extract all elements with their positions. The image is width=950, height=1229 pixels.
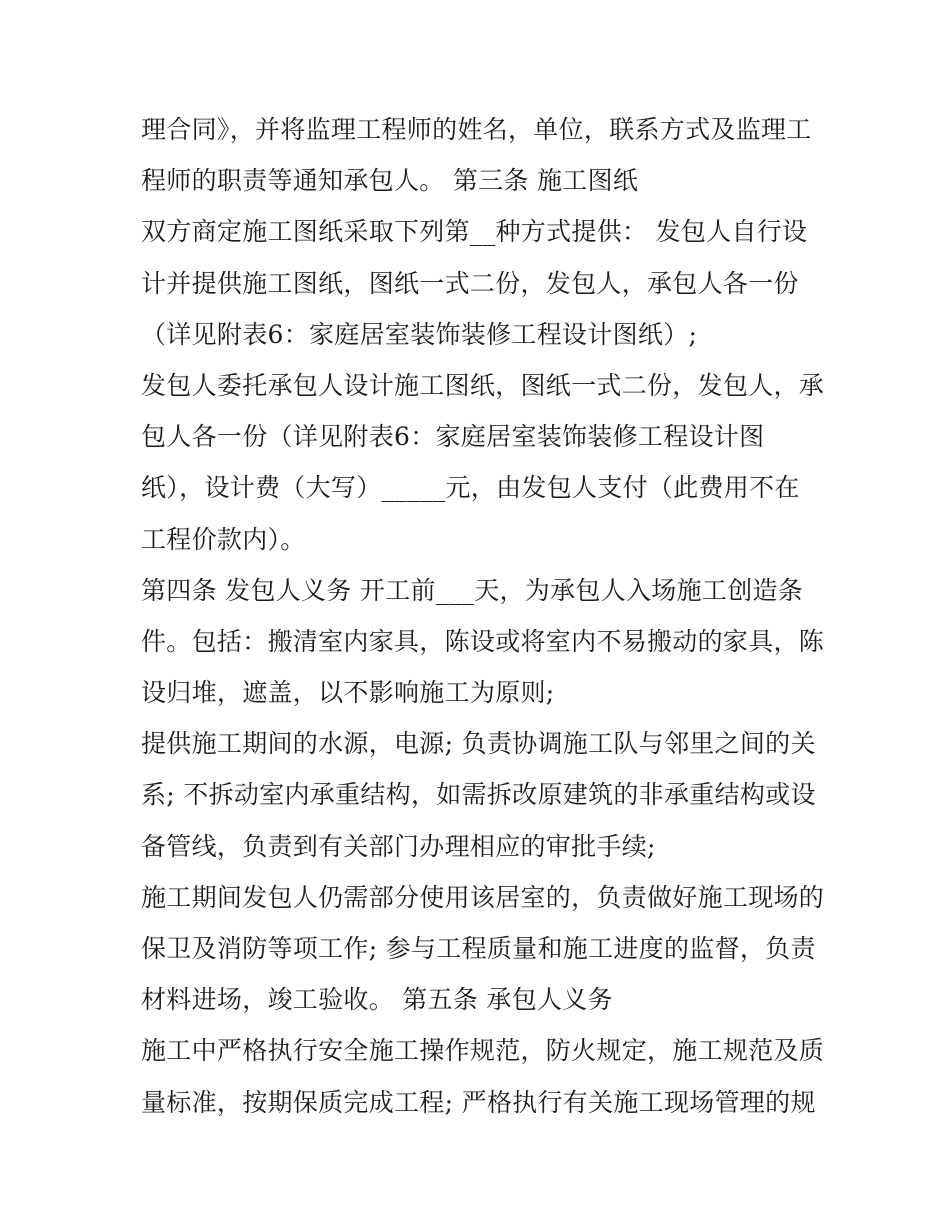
text-line: 系; 不拆动室内承重结构，如需拆改原建筑的非承重结构或设 [141, 780, 816, 810]
text-line: 第四条 发包人义务 开工前___天，为承包人入场施工创造条 [141, 575, 804, 605]
text-line: 包人各一份（详见附表6：家庭居室装饰装修工程设计图 [141, 422, 765, 452]
text-line: 施工期间发包人仍需部分使用该居室的，负责做好施工现场的 [141, 882, 825, 912]
text-line: 理合同》，并将监理工程师的姓名，单位，联系方式及监理工 [141, 115, 812, 144]
text-line: 纸），设计费（大写）_____元，由发包人支付（此费用不在 [141, 473, 800, 503]
text-line: 件。包括：搬清室内家具，陈设或将室内不易搬动的家具，陈 [141, 626, 825, 656]
text-line: 程师的职责等通知承包人。 第三条 施工图纸 [141, 166, 639, 196]
text-line: 工程价款内）。 [141, 524, 306, 554]
text-line: 发包人委托承包人设计施工图纸，图纸一式二份，发包人，承 [141, 370, 825, 400]
text-line: 计并提供施工图纸，图纸一式二份，发包人，承包人各一份 [141, 268, 799, 298]
text-line: 保卫及消防等项工作; 参与工程质量和施工进度的监督，负责 [141, 934, 816, 963]
text-line: 备管线，负责到有关部门办理相应的审批手续; [141, 831, 656, 861]
text-line: 材料进场，竣工验收。 第五条 承包人义务 [141, 985, 613, 1015]
text-line: 施工中严格执行安全施工操作规范，防火规定，施工规范及质 [141, 1036, 825, 1066]
text-line: 量标准，按期保质完成工程; 严格执行有关施工现场管理的规 [141, 1087, 816, 1117]
text-line: （详见附表6：家庭居室装饰装修工程设计图纸）; [141, 319, 698, 349]
text-line: 设归堆，遮盖，以不影响施工为原则; [141, 678, 555, 708]
contract-body-text [141, 104, 831, 1128]
text-line: 双方商定施工图纸采取下列第__种方式提供： 发包人自行设 [141, 217, 808, 247]
text-line: 提供施工期间的水源，电源; 负责协调施工队与邻里之间的关 [141, 729, 816, 759]
